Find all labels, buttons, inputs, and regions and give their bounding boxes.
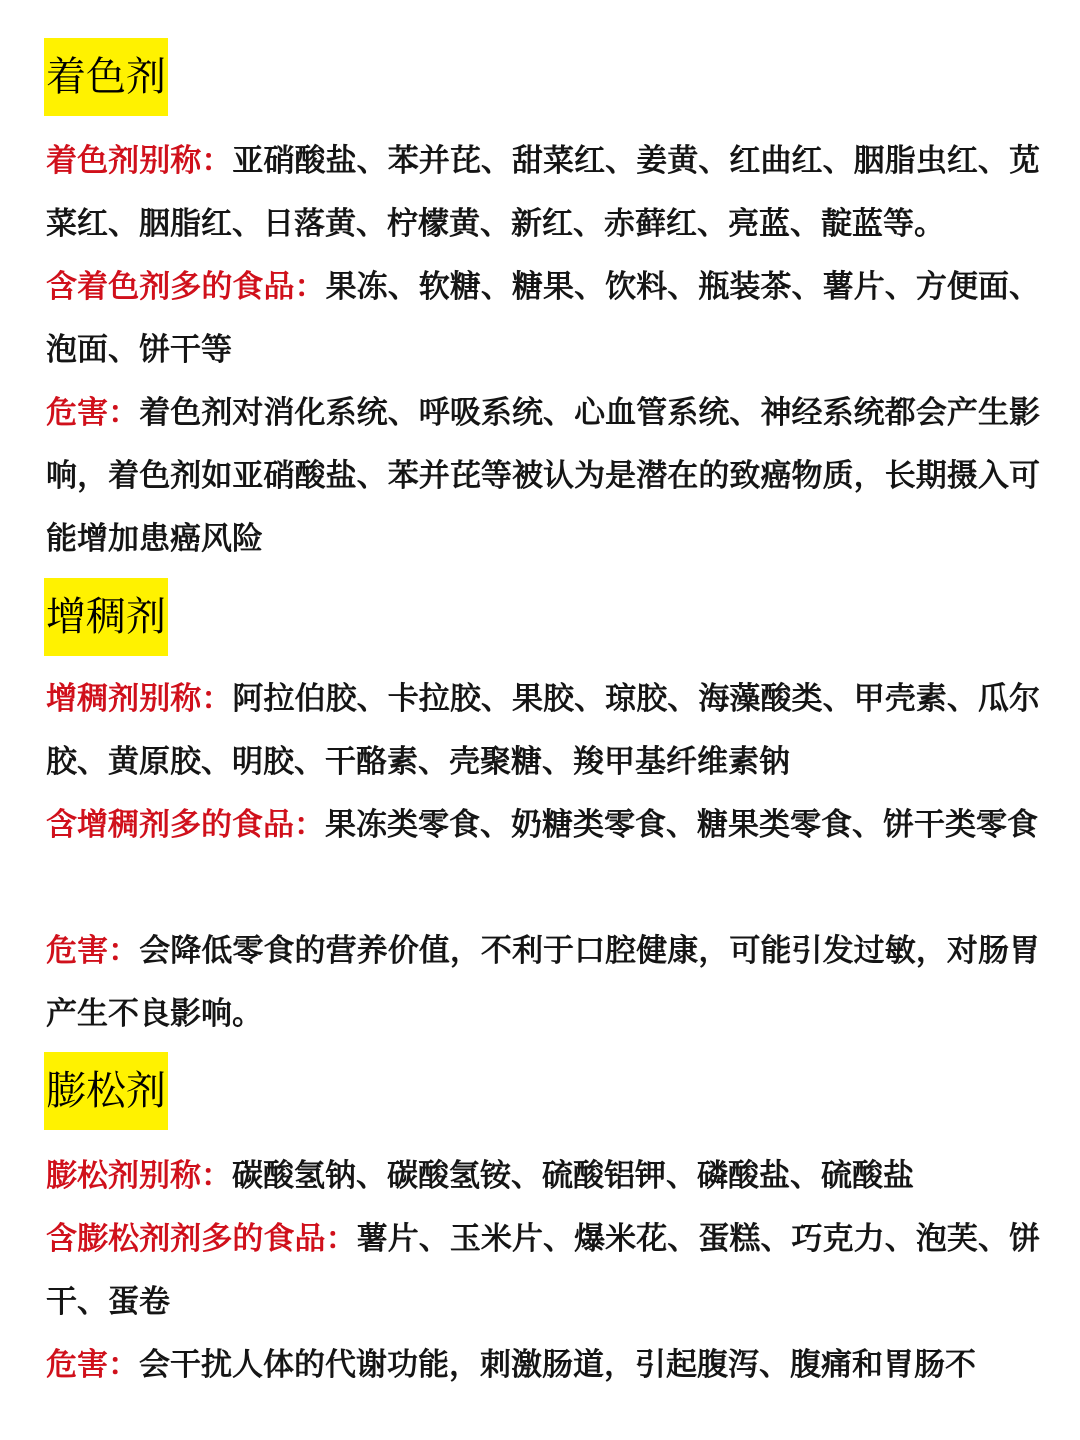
foods-text: 果冻类零食、奶糖类零食、糖果类零食、饼干类零食 (325, 807, 1038, 843)
alias-paragraph (46, 1145, 1040, 1208)
section-title: 膨松剂 (44, 1052, 168, 1130)
foods-paragraph (46, 1208, 1040, 1334)
harm-paragraph (46, 382, 1040, 571)
harm-text: 会干扰人体的代谢功能，刺激肠道，引起腹泻、腹痛和胃肠不 (139, 1347, 976, 1383)
alias-text: 亚硝酸盐、苯并芘、甜菜红、姜黄、红曲红、胭脂虫红、苋菜红、胭脂红、日落黄、柠檬黄、新红、赤藓红、亮蓝、靛蓝等。 (46, 143, 1041, 242)
alias-text: 阿拉伯胶、卡拉胶、果胶、琼胶、海藻酸类、甲壳素、瓜尔胶、黄原胶、明胶、干酪素、壳聚糖、羧甲基纤维素钠 (46, 681, 1041, 780)
section-title: 增稠剂 (44, 578, 168, 656)
section-title: 着色剂 (44, 38, 168, 116)
alias-label: 增稠剂别称： (46, 681, 233, 717)
foods-text: 薯片、玉米片、爆米花、蛋糕、巧克力、泡芙、饼干、蛋卷 (46, 1221, 1041, 1320)
harm-paragraph (46, 920, 1040, 1046)
harm-label: 危害： (46, 1347, 139, 1383)
harm-label: 危害： (46, 395, 140, 431)
alias-text: 碳酸氢钠、碳酸氢铵、硫酸铝钾、磷酸盐、硫酸盐 (232, 1158, 914, 1194)
foods-label: 含增稠剂多的食品： (46, 807, 325, 843)
foods-text: 果冻、软糖、糖果、饮料、瓶装茶、薯片、方便面、泡面、饼干等 (46, 269, 1041, 368)
alias-paragraph (46, 668, 1040, 794)
harm-paragraph (46, 1334, 1040, 1397)
harm-text: 会降低零食的营养价值，不利于口腔健康，可能引发过敏，对肠胃产生不良影响。 (46, 933, 1041, 1032)
foods-paragraph (46, 256, 1040, 382)
harm-text: 着色剂对消化系统、呼吸系统、心血管系统、神经系统都会产生影响，着色剂如亚硝酸盐、苯并芘等被认为是潜在的致癌物质，长期摄入可能增加患癌风险 (46, 395, 1041, 557)
alias-paragraph (46, 130, 1040, 256)
foods-paragraph (46, 794, 1040, 857)
alias-label: 膨松剂别称： (46, 1158, 232, 1194)
foods-label: 含着色剂多的食品： (46, 269, 326, 305)
harm-label: 危害： (46, 933, 140, 969)
alias-label: 着色剂别称： (46, 143, 233, 179)
foods-label: 含膨松剂剂多的食品： (46, 1221, 357, 1257)
